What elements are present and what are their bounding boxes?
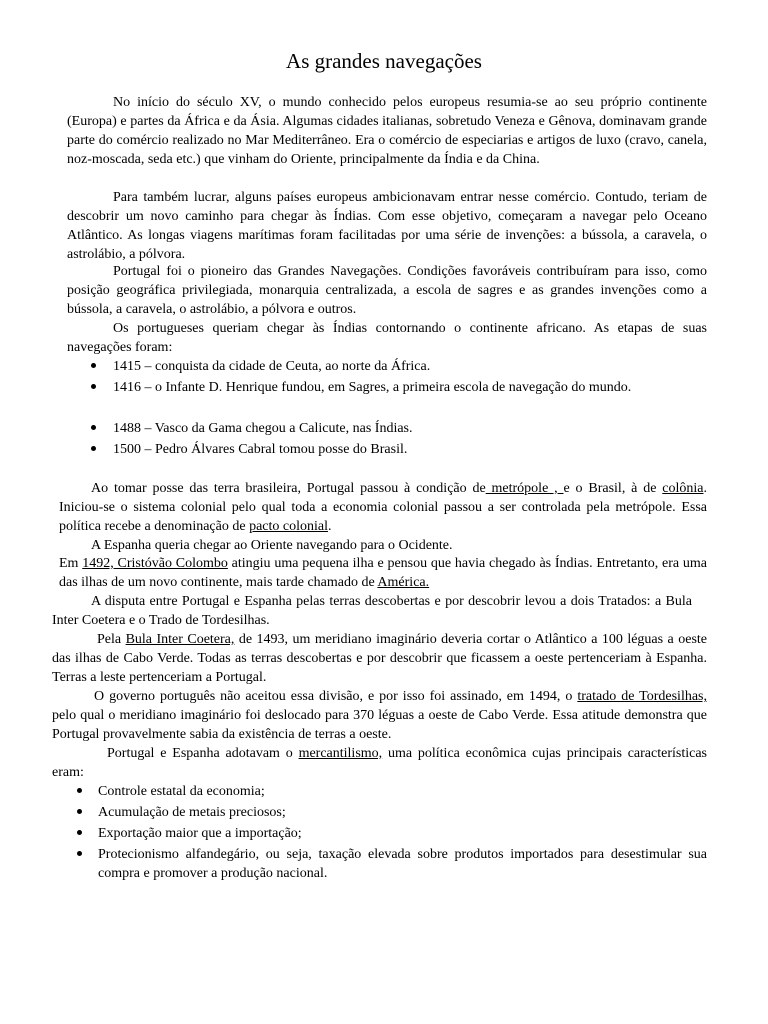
paragraph-tordesilhas: O governo português não aceitou essa divisão, e por isso foi assinado, em 1494, o tratado de Tordesilhas, pelo qual o meridiano imaginário foi deslocado para 370 léguas a oeste de Cabo Verde. Essa atitude demonstra que Portugal provavelmente sabia da existência de terras a oeste. <box>52 689 707 742</box>
paragraph-route: Os portugueses queriam chegar às Índias contornando o continente africano. As etapas de suas navegações foram: <box>67 321 707 355</box>
term-bula-inter-coetera: Bula Inter Coetera, <box>125 632 235 647</box>
paragraph-bula: Pela Bula Inter Coetera, de 1493, um meridiano imaginário deveria cortar o Atlântico a 100 léguas a oeste das ilhas de Cabo Verde. Todas as terras descobertas e por descobrir que ficassem a oeste pertenceriam à Espanha. Terras a leste pertenceriam a Portugal. <box>52 632 707 685</box>
bullet-icon <box>77 809 82 814</box>
bullet-icon <box>77 851 82 856</box>
term-pacto-colonial: pacto colonial <box>249 519 328 534</box>
bullet-icon <box>91 446 96 451</box>
term-colombo: 1492, Cristóvão Colombo <box>82 556 228 571</box>
term-america: América. <box>377 575 430 590</box>
paragraph-mercantilismo: Portugal e Espanha adotavam o mercantilismo, uma política econômica cujas principais características eram: <box>52 746 707 780</box>
list-item: Exportação maior que a importação; <box>98 826 302 841</box>
paragraph-dispute: A disputa entre Portugal e Espanha pelas terras descobertas e por descobrir levou a dois Tratados: a Bula Inter Coetera e o Trado de Tordesilhas. <box>52 594 692 628</box>
bullet-icon <box>91 384 96 389</box>
list-item: 1488 – Vasco da Gama chegou a Calicute, nas Índias. <box>113 421 413 436</box>
bullet-icon <box>77 830 82 835</box>
list-item: Protecionismo alfandegário, ou seja, taxação elevada sobre produtos importados para desestimular sua compra e promover a produção nacional. <box>98 847 707 881</box>
paragraph-commerce: Para também lucrar, alguns países europeus ambicionavam entrar nesse comércio. Contudo, teriam de descobrir um novo caminho para chegar às Índias. Com esse objetivo, começaram a navegar pelo Oceano Atlântico. As longas viagens marítimas foram facilitadas por uma série de invenções: a bússola, a caravela, o astrolábio, a pólvora. <box>67 190 707 262</box>
paragraph-portugal-pioneer: Portugal foi o pioneiro das Grandes Navegações. Condições favoráveis contribuíram para isso, como posição geográfica privilegiada, monarquia centralizada, a escola de sagres e as grandes invenções como a bússola, a caravela, o astrolábio, a pólvora e outros. <box>67 264 707 317</box>
paragraph-colombo: Em 1492, Cristóvão Colombo atingiu uma pequena ilha e pensou que havia chegado às Índias. Entretanto, era uma das ilhas de um novo continente, mais tarde chamado de América. <box>59 556 707 590</box>
paragraph-spain: A Espanha queria chegar ao Oriente navegando para o Ocidente. <box>91 538 453 553</box>
document-title: As grandes navegações <box>286 49 482 73</box>
list-item: Controle estatal da economia; <box>98 784 265 799</box>
term-mercantilismo: mercantilismo, <box>298 746 383 761</box>
bullet-icon <box>91 425 96 430</box>
term-colonia: colônia <box>662 481 704 496</box>
paragraph-intro: No início do século XV, o mundo conhecido pelos europeus resumia-se ao seu próprio continente (Europa) e partes da África e da Ásia. Algumas cidades italianas, sobretudo Veneza e Gênova, dominavam grande parte do comércio realizado no Mar Mediterrâneo. Era o comércio de especiarias e artigos de luxo (cravo, canela, noz-moscada, seda etc.) que vinham do Oriente, principalmente da Índia e da China. <box>67 95 707 167</box>
list-item: Acumulação de metais preciosos; <box>98 805 286 820</box>
term-metropole: metrópole , <box>485 481 564 496</box>
list-item: 1416 – o Infante D. Henrique fundou, em Sagres, a primeira escola de navegação do mundo. <box>113 380 632 395</box>
list-item: 1500 – Pedro Álvares Cabral tomou posse do Brasil. <box>113 442 408 457</box>
list-item: 1415 – conquista da cidade de Ceuta, ao norte da África. <box>113 359 431 374</box>
bullet-icon <box>77 788 82 793</box>
term-tratado-tordesilhas: tratado de Tordesilhas, <box>577 689 707 704</box>
bullet-icon <box>91 363 96 368</box>
paragraph-colonial-system: Ao tomar posse das terra brasileira, Portugal passou à condição de metrópole , e o Brasil, à de colônia. Iniciou-se o sistema colonial pelo qual toda a economia colonial passou a ser controlada pela metrópole. Essa política recebe a denominação de pacto colonial. <box>59 481 707 534</box>
